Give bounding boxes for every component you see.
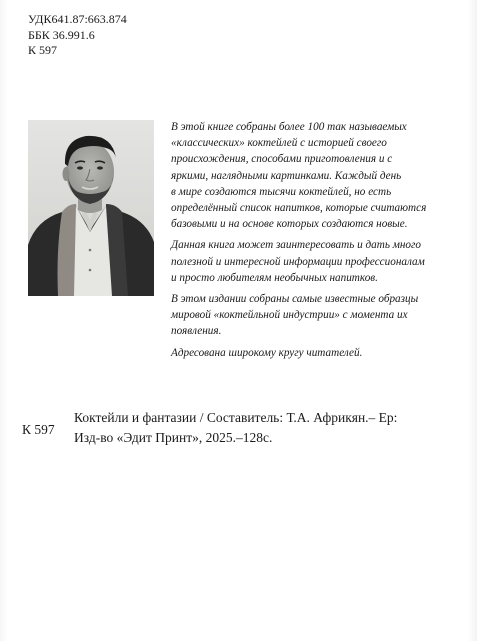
author-photo: [28, 120, 154, 296]
annotation-line: мировой «коктейльной индустрии» с момента их: [171, 309, 408, 322]
annotation-line: происхождения, способами приготовления и с: [171, 153, 393, 166]
annotation-line: полезной и интересной информации профессионалам: [171, 255, 425, 268]
annotation-line: Адресована широкому кругу читателей.: [171, 346, 363, 359]
annotation-line: появления.: [171, 325, 222, 338]
book-annotation: [171, 119, 471, 366]
annotation-line: В этом издании собраны самые известные образцы: [171, 293, 419, 306]
bbk-code: ББК 36.991.6: [28, 27, 95, 42]
annotation-paragraph: [171, 237, 471, 286]
citation-line-1: Коктейли и фантазии / Составитель: Т.А. Африкян.– Ер:: [74, 410, 398, 425]
annotation-line: базовыми и на основе которых создаются новые.: [171, 218, 408, 231]
udk-code: УДК641.87:663.874: [28, 12, 127, 26]
annotation-paragraph: [171, 119, 471, 232]
annotation-paragraph: [171, 345, 471, 361]
annotation-line: определённый список напитков, которые считаются: [171, 202, 427, 215]
annotation-paragraph: [171, 291, 471, 340]
annotation-line: Данная книга может заинтересовать и дать много: [171, 239, 421, 252]
author-portrait-image: [28, 120, 154, 296]
annotation-line: «классических» коктейлей с историей своего: [171, 137, 387, 150]
citation-author-mark: К 597: [22, 422, 55, 437]
annotation-line: В этой книге собраны более 100 так называемых: [171, 121, 407, 133]
annotation-line: в мире создаются тысячи коктейлей, но есть: [171, 185, 392, 198]
author-mark: К 597: [28, 43, 58, 57]
citation-line-2: Изд-во «Эдит Принт», 2025.–128с.: [74, 430, 273, 445]
annotation-line: и просто любителям необычных напитков.: [171, 271, 378, 284]
bibliographic-citation: [74, 408, 397, 448]
classification-block: [28, 12, 127, 59]
annotation-line: яркими, наглядными картинками. Каждый день: [171, 169, 402, 182]
